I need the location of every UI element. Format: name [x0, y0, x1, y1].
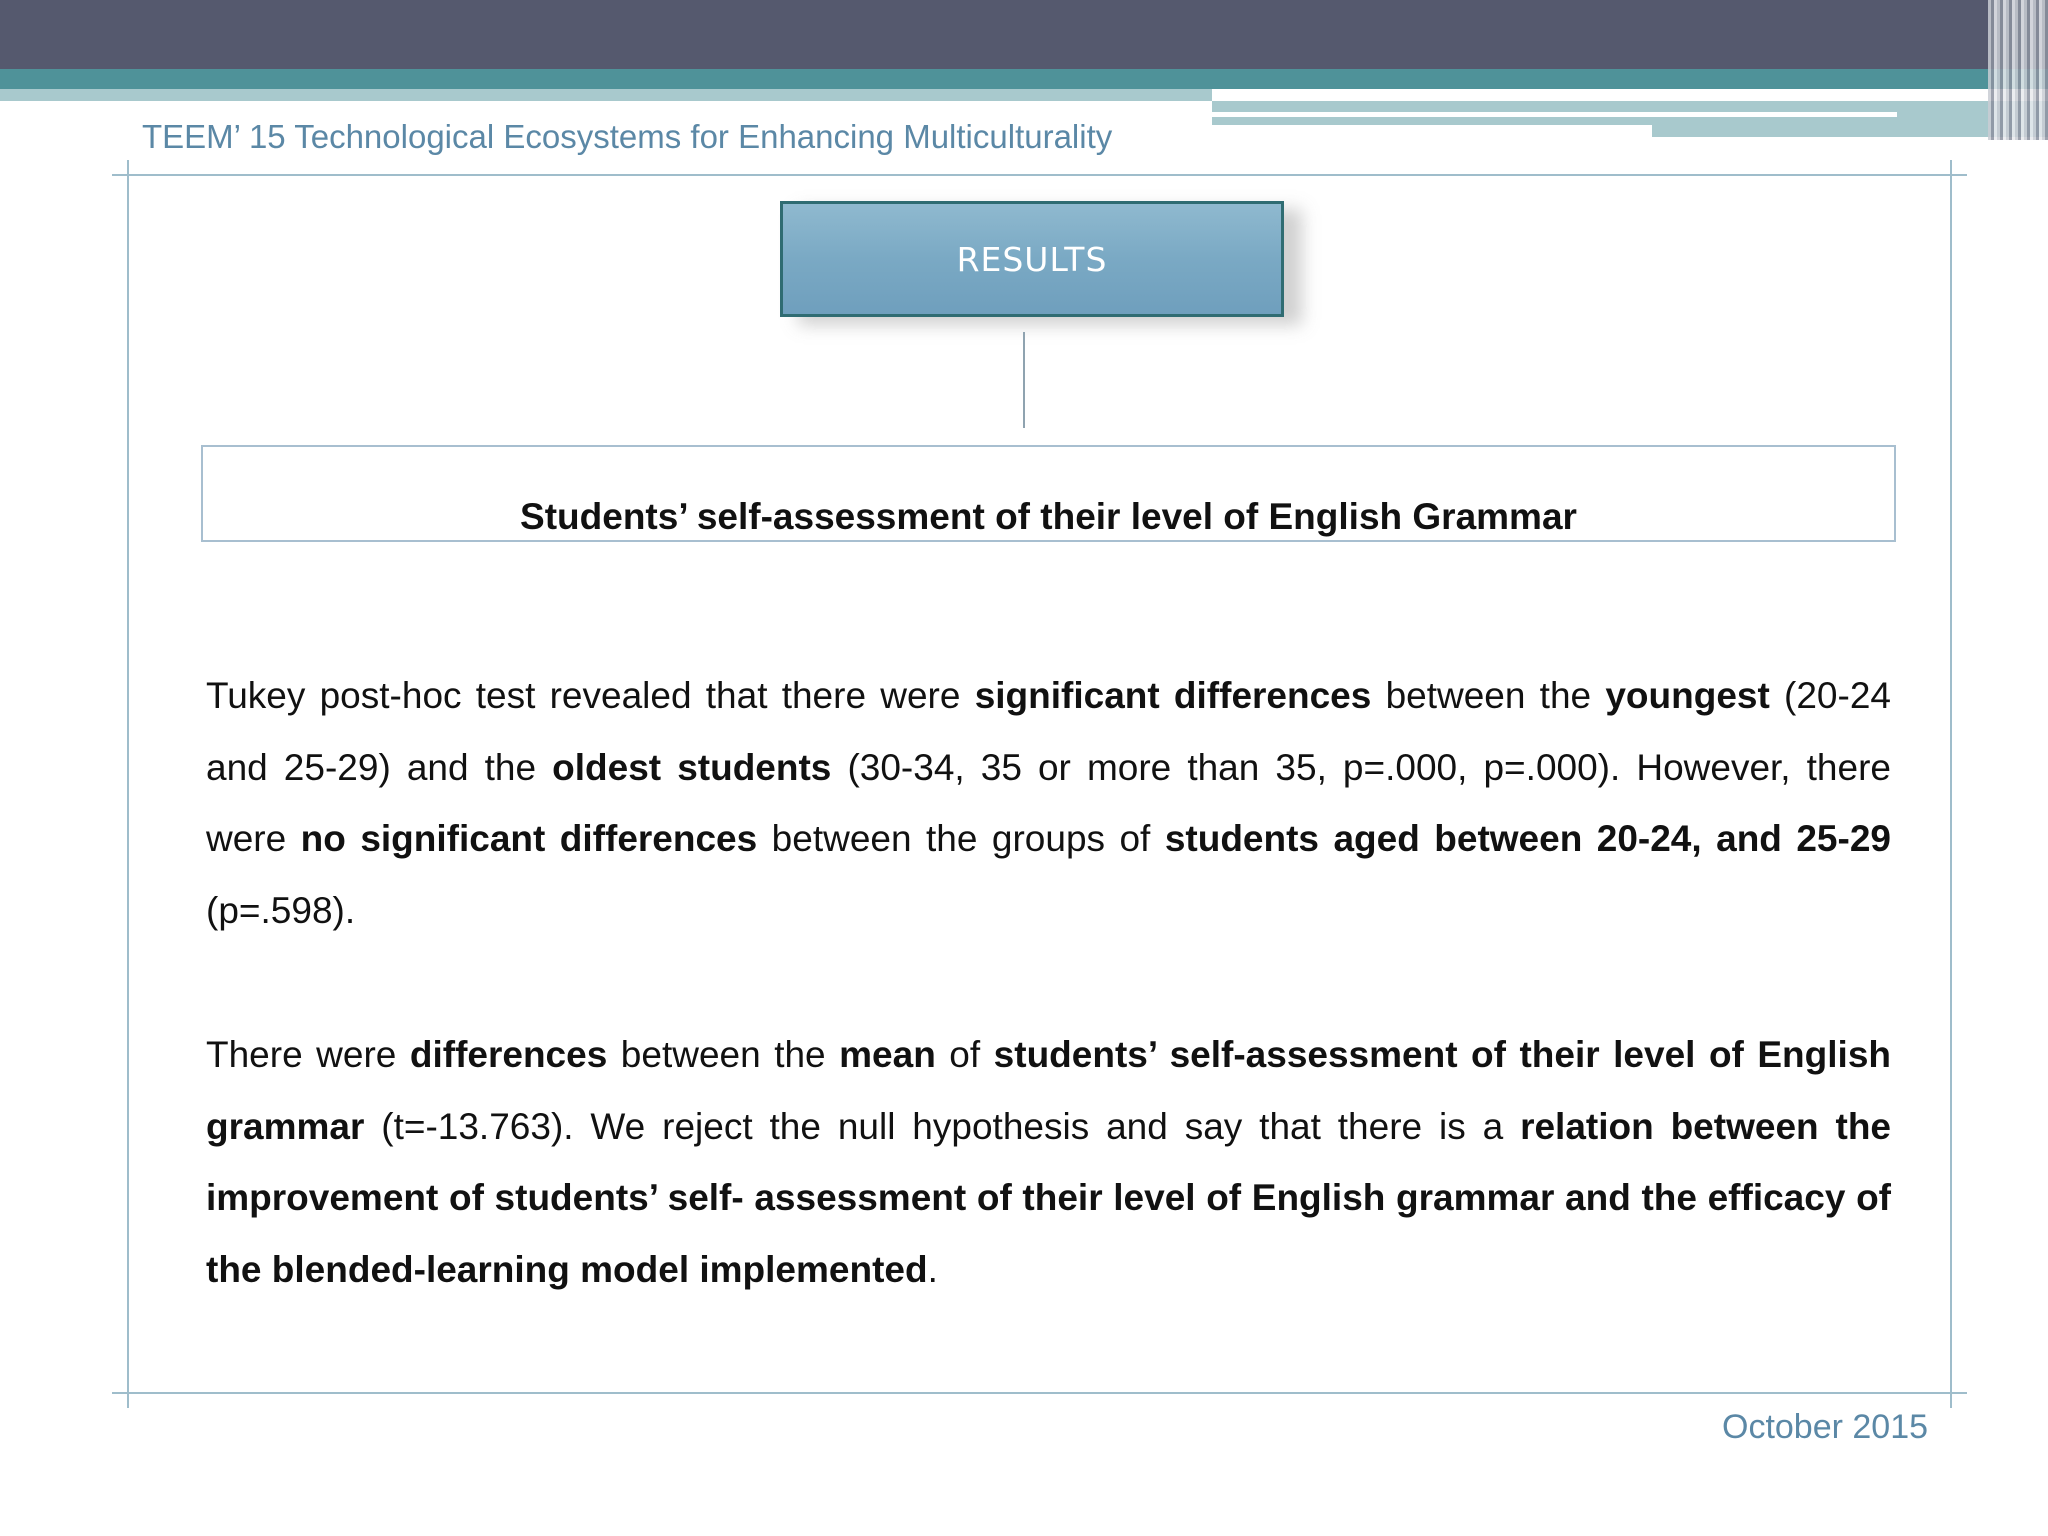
text-run: (30-34, 35 or more than 35, p=.000, p=.000). However, there were: [206, 746, 1891, 859]
conference-title: TEEM’ 15 Technological Ecosystems for Enhancing Multiculturality: [142, 118, 1113, 155]
text-run: of: [935, 1034, 994, 1075]
header-white-stripe-lower: [1212, 125, 1652, 139]
bold-text-run: relation between the improvement of students’ self- assessment of their level of English grammar and the efficacy of the blended-learning model implemented: [206, 1105, 1892, 1290]
frame-right-line: [1950, 160, 1952, 1408]
bold-text-run: youngest: [1605, 675, 1770, 716]
bold-text-run: students’ self-assessment of their level of English grammar: [206, 1034, 1891, 1147]
bold-text-run: no significant differences: [300, 818, 758, 859]
header-light-bar-left: [0, 89, 1212, 101]
bold-text-run: mean: [839, 1034, 936, 1075]
text-run: (p=.598).: [206, 889, 356, 931]
frame-top-line: [112, 174, 1967, 176]
frame-left-line: [127, 160, 129, 1408]
results-heading: RESULTS: [956, 239, 1108, 279]
frame-bottom-line: [112, 1392, 1967, 1394]
text-run: between the: [1371, 675, 1606, 716]
text-run: There were: [206, 1034, 410, 1075]
text-run: Tukey post-hoc test revealed that there were: [206, 675, 975, 716]
text-run: .: [927, 1248, 938, 1290]
text-run: (20-24 and 25-29) and the: [206, 675, 1891, 788]
header-dark-bar: [0, 0, 2048, 69]
header-white-stripe: [1212, 112, 1897, 117]
bold-text-run: oldest students: [552, 746, 832, 788]
text-run: (t=-13.763). We reject the null hypothesis and say that there is a: [364, 1105, 1521, 1147]
text-run: between the groups of: [757, 818, 1165, 859]
header-teal-bar: [0, 69, 2048, 89]
bold-text-run: students aged between 20-24, and 25-29: [1164, 818, 1891, 859]
header-corner-stripes: [1988, 0, 2048, 140]
footer-date: October 2015: [1722, 1408, 1929, 1446]
results-heading-box: [780, 201, 1284, 317]
paragraph-tukey-results: [206, 660, 1891, 946]
bold-text-run: significant differences: [974, 675, 1372, 716]
text-run: between the: [607, 1034, 840, 1075]
bold-text-run: differences: [409, 1034, 608, 1075]
paragraph-hypothesis-conclusion: [206, 1019, 1891, 1305]
slide-subtitle: Students’ self-assessment of their level of English Grammar: [520, 496, 1577, 537]
connector-line: [1023, 332, 1025, 428]
